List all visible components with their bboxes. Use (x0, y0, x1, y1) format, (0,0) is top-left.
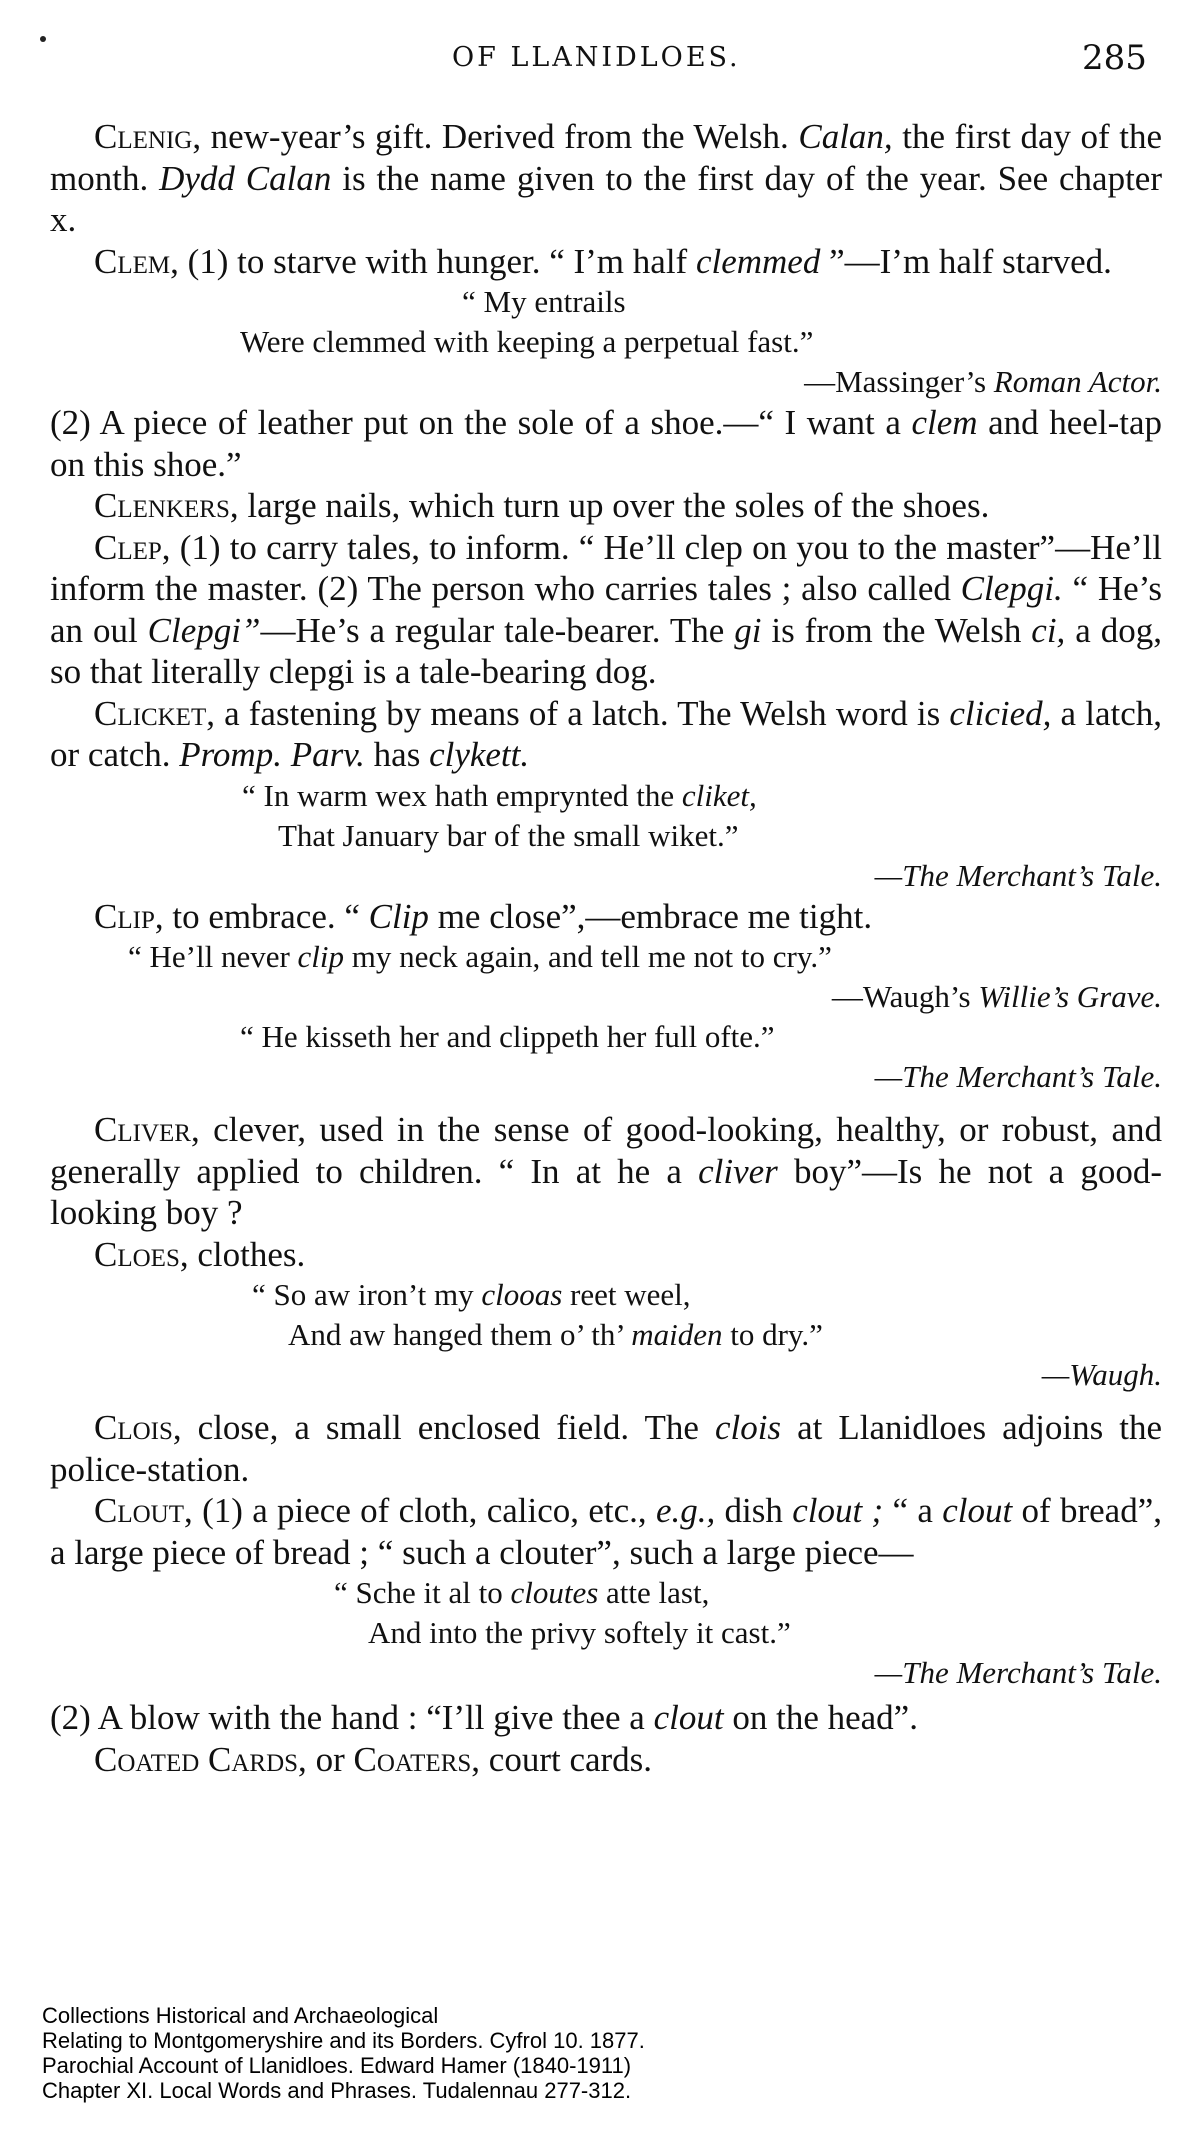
entry-italic: clicied, (949, 693, 1052, 733)
running-header (0, 38, 1202, 78)
entry-text: has (364, 735, 430, 774)
quote-clout (50, 1573, 1162, 1693)
quote-italic: cliket, (681, 777, 757, 813)
quote-line (50, 1315, 1162, 1355)
quote-line: That January bar of the small wiket.” (278, 817, 739, 853)
headword: Coated Cards, (94, 1739, 307, 1779)
entry-italic: clois (714, 1408, 782, 1447)
quote-text: And aw hanged them o’ th’ (288, 1317, 632, 1352)
entry-text: to embrace. “ (163, 896, 369, 936)
headword: Clois, (94, 1408, 182, 1447)
entry-text: of bread”, a large piece of bread ; “ such a clouter”, such a large piece— (50, 1491, 1162, 1572)
entry-text: (2) A blow with the hand : “I’ll give thee a (50, 1698, 654, 1737)
entry-italic: clemmed (695, 241, 821, 281)
entry-italic: Clepgi” (147, 610, 261, 650)
quote-italic: clooas (481, 1277, 563, 1312)
entry-text: close, a small enclosed field. The (181, 1408, 715, 1447)
quote-text: “ He’ll never (128, 939, 298, 974)
attribution-title: Willie’s Grave. (978, 979, 1162, 1014)
quote-line: “ My entrails (462, 284, 626, 319)
entry-text: a dog, so that literally clepgi is a tale-bearing dog. (50, 610, 1162, 691)
entry-text: clever, used in the sense of good-looking, healthy, or robust, and generally applied to children. “ In at he a (50, 1110, 1162, 1191)
entry-text: “ a (883, 1491, 943, 1530)
quote-line: Were clemmed with keeping a perpetual fast.” (240, 324, 814, 359)
citation-line: Relating to Montgomeryshire and its Borders. Cyfrol 10. 1877. (42, 2028, 645, 2053)
entry-clout (50, 1490, 1162, 1573)
quote-text: to dry.” (722, 1317, 823, 1352)
entry-text: dish (715, 1491, 793, 1530)
entry-text: or (306, 1739, 354, 1779)
attribution-text: —Massinger’s (804, 364, 994, 399)
entry-text: new-year’s gift. Derived from the Welsh. (201, 117, 799, 156)
headword: Cliver, (94, 1110, 200, 1149)
headword: Clenig, (94, 117, 202, 156)
headword: Coaters, (353, 1739, 481, 1779)
entry-text: the first day of the month. (50, 117, 1162, 198)
entry-clicket (50, 693, 1162, 776)
quote-attribution (50, 1355, 1162, 1395)
entry-coated-cards (50, 1739, 1162, 1781)
entry-italic: Dydd Calan (159, 158, 332, 198)
entry-text: boy”—Is he not a good-looking boy ? (50, 1151, 1163, 1232)
quote-text: “ So aw iron’t my (252, 1277, 482, 1312)
quote-italic: cloutes (510, 1575, 599, 1610)
entry-text: ”—I’m half starved. (820, 241, 1112, 281)
entry-clem (50, 241, 1162, 283)
running-title: OF LLANIDLOES. (452, 42, 741, 73)
source-citation (42, 2003, 645, 2103)
entry-text: —He’s a regular tale-bearer. The (260, 610, 735, 650)
citation-line: Collections Historical and Archaeological (42, 2003, 439, 2028)
quote-text: “ Sche it al to (334, 1575, 511, 1610)
page-number: 285 (1082, 38, 1147, 78)
entry-clenkers (50, 485, 1162, 527)
entry-text: a latch, or catch. (50, 693, 1162, 774)
quote-line (50, 937, 1162, 977)
entry-italic: Calan, (798, 117, 893, 156)
entry-italic: clem (911, 403, 978, 442)
entry-text: clothes. (188, 1234, 306, 1274)
entry-italic: Promp. Parv. (179, 735, 365, 774)
spacer (50, 1097, 1162, 1109)
entry-clenig (50, 116, 1162, 241)
entry-text: a fastening by means of a latch. The Welsh word is (214, 693, 950, 733)
entry-text: court cards. (480, 1739, 653, 1779)
attribution-title: —Waugh. (1041, 1357, 1162, 1392)
quote-attribution (50, 977, 1162, 1017)
quote-clip-2 (50, 1017, 1162, 1097)
quote-line (50, 776, 1162, 816)
quote-attribution (50, 362, 1162, 402)
quote-text: reet weel, (562, 1277, 691, 1312)
entry-italic: Clepgi. (960, 569, 1063, 608)
quote-clem (50, 282, 1162, 402)
quote-text: my neck again, and tell me not to cry.” (344, 939, 832, 974)
headword: Clem, (94, 241, 179, 281)
entry-text: at Llanidloes adjoins the police-station. (50, 1408, 1162, 1489)
spacer (50, 1395, 1162, 1407)
entry-italic: clout ; (792, 1491, 884, 1530)
quote-attribution (50, 1653, 1162, 1693)
quote-clicket (50, 776, 1162, 896)
glossary-text (50, 116, 1162, 1780)
entry-text: “ He’s an oul (50, 569, 1162, 650)
headword: Clip, (94, 896, 164, 936)
headword: Clenkers, (94, 486, 239, 525)
quote-cloes (50, 1275, 1162, 1395)
entry-text: (1) to starve with hunger. “ I’m half (178, 241, 696, 281)
entry-text: is from the Welsh (761, 610, 1032, 650)
entry-clep (50, 527, 1162, 693)
entry-italic: cliver (698, 1151, 778, 1191)
entry-italic: clout (653, 1698, 724, 1737)
attribution-title: Roman Actor. (993, 364, 1162, 399)
entry-text: (1) to carry tales, to inform. “ He’ll clep on you to the master”—He’ll inform the master. (2) The person who carries tales ; also called (50, 527, 1162, 608)
headword: Clep, (94, 527, 171, 567)
quote-line: And into the privy softely it cast.” (368, 1615, 791, 1650)
entry-italic: Clip (368, 896, 429, 936)
quote-attribution (50, 1057, 1162, 1097)
headword: Clout, (94, 1491, 193, 1530)
headword: Clicket, (94, 693, 215, 733)
quote-italic: maiden (631, 1317, 723, 1352)
headword: Cloes, (94, 1234, 189, 1274)
attribution-title: —The Merchant’s Tale. (874, 1655, 1162, 1690)
entry-text: is the name given to the first day of the year. See chapter x. (50, 158, 1162, 239)
entry-clem-2 (50, 402, 1162, 485)
entry-italic: clout (942, 1491, 1013, 1530)
quote-attribution (50, 856, 1162, 896)
entry-clip (50, 896, 1162, 938)
entry-text: me close”,—embrace me tight. (428, 896, 873, 936)
quote-line (50, 1275, 1162, 1315)
entry-text: (2) A piece of leather put on the sole of a shoe.—“ I want a (50, 403, 912, 442)
entry-italic: clykett. (429, 735, 530, 774)
citation-line: Parochial Account of Llanidloes. Edward Hamer (1840-1911) (42, 2053, 632, 2078)
entry-cloes (50, 1234, 1162, 1276)
entry-italic: e.g., (655, 1491, 716, 1530)
quote-line: “ He kisseth her and clippeth her full ofte.” (240, 1019, 775, 1054)
attribution-title: —The Merchant’s Tale. (874, 857, 1162, 893)
entry-text: and heel-tap on this shoe.” (50, 403, 1162, 484)
entry-text: (1) a piece of cloth, calico, etc., (192, 1491, 656, 1530)
quote-text: “ In warm wex hath emprynted the (242, 777, 682, 813)
quote-italic: clip (297, 939, 345, 974)
entry-italic: gi (734, 610, 762, 650)
entry-clout-2 (50, 1697, 1162, 1739)
entry-clois (50, 1407, 1162, 1490)
entry-text: large nails, which turn up over the soles of the shoes. (238, 486, 990, 525)
quote-line (50, 1573, 1162, 1613)
entry-text: on the head”. (723, 1698, 918, 1737)
quote-text: atte last, (598, 1575, 710, 1610)
entry-italic: ci, (1031, 610, 1066, 650)
attribution-text: —Waugh’s (831, 979, 979, 1014)
citation-line: Chapter XI. Local Words and Phrases. Tudalennau 277-312. (42, 2078, 632, 2103)
quote-clip-1 (50, 937, 1162, 1017)
attribution-title: —The Merchant’s Tale. (874, 1059, 1162, 1094)
entry-cliver (50, 1109, 1162, 1234)
